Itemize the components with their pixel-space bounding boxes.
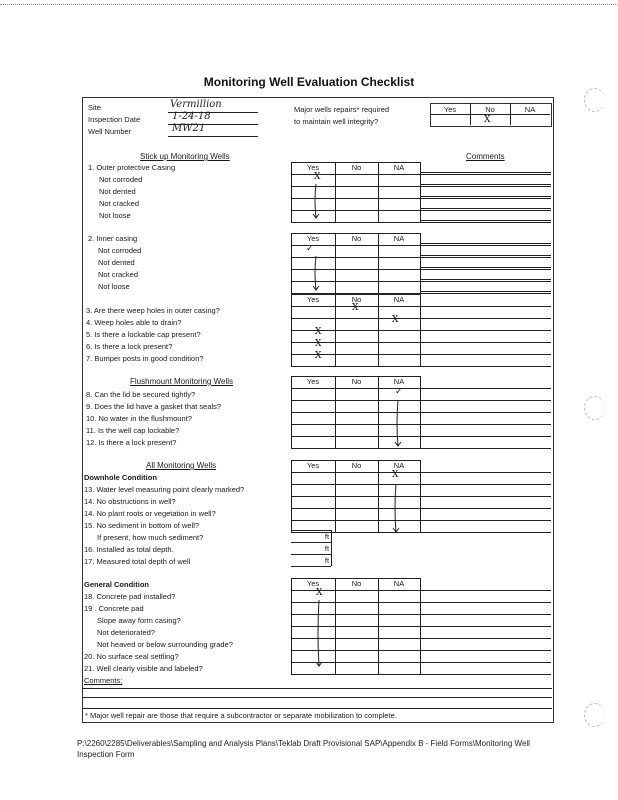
all-grid-na-header: NA <box>393 461 405 470</box>
flush-grid-row-line <box>291 412 551 413</box>
all-grid-no-header: No <box>351 461 362 470</box>
flush-grid-na-header: NA <box>393 377 405 386</box>
general-grid-row-line <box>291 662 551 663</box>
comment-line <box>420 279 551 280</box>
q7-label: 7. Bumper posts in good condition? <box>86 354 204 363</box>
q9-label: 9. Does the lid have a gasket that seals? <box>86 402 222 411</box>
outer-grid-col-line <box>335 162 336 222</box>
outer-item-4: Not loose <box>99 211 131 220</box>
outer-grid-top <box>291 162 420 163</box>
q14-label: 14. No obstructions in well? <box>84 497 176 506</box>
q12-label: 12. Is there a lock present? <box>86 438 177 447</box>
flush-grid-col-line <box>420 376 421 448</box>
q15-ft-unit: ft <box>324 532 330 541</box>
q3-no-mark: X <box>352 303 359 313</box>
outer-casing-label: 1. Outer protective Casing <box>88 163 176 172</box>
outer-grid-row-line <box>291 186 551 187</box>
q15-label: 15. No sediment in bottom of well? <box>84 521 200 530</box>
inner-item-3: Not cracked <box>98 270 139 279</box>
inner-item-2: Not dented <box>98 258 135 267</box>
all-grid-row-line <box>291 472 551 473</box>
scan-top-dots <box>0 4 618 6</box>
flush-grid-col-line <box>291 376 292 448</box>
page-title: Monitoring Well Evaluation Checklist <box>203 75 415 89</box>
general-grid-row-line <box>291 626 551 627</box>
outer-grid-no-header: No <box>351 163 362 172</box>
all-grid-row-line <box>291 508 551 509</box>
q3-q7-grid-yes-header: Yes <box>306 295 320 304</box>
site-label: Site <box>88 103 101 112</box>
repairs-question-line2: to maintain well integrity? <box>294 117 379 126</box>
all-na-arrow <box>391 484 401 538</box>
comments-label: Comments: <box>84 676 123 685</box>
q4-label: 4. Weep holes able to drain? <box>86 318 182 327</box>
all-wells-heading: All Monitoring Wells <box>146 461 217 470</box>
inner-grid-col-line <box>291 233 292 293</box>
comment-line <box>420 267 551 268</box>
comment-line <box>420 184 551 185</box>
outer-grid-col-line <box>378 162 379 222</box>
ft-box-line <box>291 554 331 555</box>
flush-grid-row-line <box>291 448 551 449</box>
inner-grid-row-line <box>291 269 551 270</box>
repairs-na-header: NA <box>524 105 536 114</box>
comment-line <box>420 208 551 209</box>
q11-label: 11. Is the well cap lockable? <box>86 426 180 435</box>
q10-label: 10. No water in the flushmount? <box>86 414 192 423</box>
outer-grid-row-line <box>291 222 551 223</box>
all-grid-yes-header: Yes <box>306 461 320 470</box>
q7-yes-mark: X <box>315 351 322 361</box>
q17-ft-unit: ft <box>324 556 330 565</box>
q13-na-mark: X <box>392 470 399 480</box>
inner-grid-top <box>291 233 420 234</box>
comment-line <box>420 243 551 244</box>
outer-item-3: Not cracked <box>99 199 140 208</box>
well-number-value: MW21 <box>172 123 206 134</box>
inner-grid-yes-header: Yes <box>306 234 320 243</box>
comment-line <box>420 255 551 256</box>
file-path: P:\2260\2285\Deliverables\Sampling and Analysis Plans\Teklab Draft Provisional SAP\Appendix B - Field Forms\Monitoring Well Inspection Form <box>77 739 530 759</box>
q14b-label: 14. No plant roots or vegetation in well? <box>84 509 216 518</box>
outer-grid-na-header: NA <box>393 163 405 172</box>
general-grid-row-line <box>291 638 551 639</box>
q5-yes-mark: X <box>315 327 322 337</box>
general-grid-col-line <box>420 578 421 674</box>
flush-grid-top <box>291 376 420 377</box>
flush-grid-col-line <box>335 376 336 448</box>
q15-sediment-label: If present, how much sediment? <box>97 533 204 542</box>
inner-grid-na-header: NA <box>393 234 405 243</box>
q21-label: 21. Well clearly visible and labeled? <box>84 664 203 673</box>
outer-grid-row-line <box>291 198 551 199</box>
well-number-label: Well Number <box>88 127 132 136</box>
flush-grid-col-line <box>378 376 379 448</box>
date-label: Inspection Date <box>88 115 141 124</box>
footnote: * Major well repair are those that require a subcontractor or separate mobilization to complete. <box>85 711 397 720</box>
binder-hole-3 <box>584 703 605 727</box>
inner-yes-arrow <box>311 256 321 296</box>
general-grid-na-header: NA <box>393 579 405 588</box>
comment-line <box>420 291 551 292</box>
flush-grid-row-line <box>291 400 551 401</box>
q19-label: 19 . Concrete pad <box>84 604 144 613</box>
outer-grid-col-line <box>291 162 292 222</box>
all-grid-col-line <box>378 460 379 532</box>
flush-grid-no-header: No <box>351 377 362 386</box>
inner-yes-mark: ✓ <box>306 244 314 254</box>
flushmount-heading: Flushmount Monitoring Wells <box>130 377 234 386</box>
downhole-subheading: Downhole Condition <box>84 473 157 482</box>
repairs-no-header: No <box>485 105 495 114</box>
outer-yes-mark: X <box>314 172 321 182</box>
outer-item-2: Not dented <box>99 187 136 196</box>
all-grid-top <box>291 460 420 461</box>
q3-q7-grid-row-line <box>291 306 551 307</box>
q19c-label: Not heaved or below surrounding grade? <box>97 640 233 649</box>
q13-label: 13. Water level measuring point clearly marked? <box>84 485 245 494</box>
comment-line <box>420 172 551 173</box>
inner-grid-col-line <box>378 233 379 293</box>
inner-grid-no-header: No <box>351 234 362 243</box>
q3-q7-grid-top <box>291 294 420 295</box>
outer-item-1: Not corroded <box>99 175 143 184</box>
q19a-label: Slope away form casing? <box>97 616 181 625</box>
general-grid-row-line <box>291 602 551 603</box>
all-grid-col-line <box>420 460 421 532</box>
general-grid-row-line <box>291 614 551 615</box>
all-grid-row-line <box>291 484 551 485</box>
repairs-no-mark: X <box>484 115 491 125</box>
q6-yes-mark: X <box>315 339 322 349</box>
flush-na-arrow <box>393 400 403 452</box>
q20-label: 20. No surface seal settling? <box>84 652 179 661</box>
flush-grid-row-line <box>291 424 551 425</box>
flush-grid-row-line <box>291 388 551 389</box>
general-grid-top <box>291 578 420 579</box>
all-grid-col-line <box>291 460 292 532</box>
q18-yes-mark: X <box>316 588 323 598</box>
q8-label: 8. Can the lid be secured tightly? <box>86 390 196 399</box>
outer-grid-yes-header: Yes <box>306 163 320 172</box>
outer-yes-arrow <box>311 184 321 224</box>
all-grid-col-line <box>335 460 336 532</box>
general-grid-col-line <box>378 578 379 674</box>
inner-item-1: Not corroded <box>98 246 142 255</box>
general-grid-row-line <box>291 650 551 651</box>
q3-q7-grid-row-line <box>291 318 551 319</box>
general-grid-no-header: No <box>351 579 362 588</box>
q4-na-mark: X <box>392 315 399 325</box>
q3-q7-grid-row-line <box>291 366 551 367</box>
comments-heading: Comments <box>466 152 505 161</box>
general-grid-row-line <box>291 590 551 591</box>
q3-label: 3. Are there weep holes in outer casing? <box>86 306 220 315</box>
q3-q7-grid-row-line <box>291 354 551 355</box>
all-grid-row-line <box>291 496 551 497</box>
date-value: 1-24-18 <box>172 111 211 122</box>
inner-grid-row-line <box>291 257 551 258</box>
q16-label: 16. Installed as total depth. <box>84 545 174 554</box>
outer-grid-row-line <box>291 210 551 211</box>
general-grid-col-line <box>335 578 336 674</box>
site-value: Vermillion <box>170 99 222 110</box>
stickup-heading: Stick up Monitoring Wells <box>140 152 230 161</box>
inner-grid-col-line <box>335 233 336 293</box>
q8-na-mark: ✓ <box>395 387 403 397</box>
q3-q7-grid-row-line <box>291 330 551 331</box>
q3-q7-grid-no-header: No <box>351 295 362 304</box>
all-grid-row-line <box>291 520 551 521</box>
q3-q7-grid-col-line <box>378 294 379 366</box>
q3-q7-grid-na-header: NA <box>393 295 405 304</box>
inner-grid-row-line <box>291 245 551 246</box>
outer-grid-col-line <box>420 162 421 222</box>
general-grid-row-line <box>291 674 551 675</box>
inner-item-4: Not loose <box>98 282 130 291</box>
q17-label: 17. Measured total depth of well <box>84 557 191 566</box>
binder-hole-1 <box>584 88 605 112</box>
repairs-question-line1: Major wells repairs* required <box>294 105 390 114</box>
comment-line <box>420 196 551 197</box>
q19b-label: Not deteriorated? <box>97 628 155 637</box>
inner-casing-label: 2. Inner casing <box>88 234 138 243</box>
inner-grid-row-line <box>291 281 551 282</box>
q3-q7-grid-col-line <box>420 294 421 366</box>
q6-label: 6. Is there a lock present? <box>86 342 173 351</box>
q16-ft-unit: ft <box>324 544 330 553</box>
general-yes-arrow <box>314 600 324 672</box>
comment-line <box>420 220 551 221</box>
general-heading: General Condition <box>84 580 150 589</box>
ft-box-line <box>291 566 331 567</box>
q3-q7-grid-row-line <box>291 342 551 343</box>
ft-box-line <box>291 542 331 543</box>
q5-label: 5. Is there a lockable cap present? <box>86 330 201 339</box>
q3-q7-grid-col-line <box>291 294 292 366</box>
repairs-yes-header: Yes <box>443 105 457 114</box>
binder-hole-2 <box>584 396 605 420</box>
ft-box-line <box>291 530 331 531</box>
general-grid-yes-header: Yes <box>306 579 320 588</box>
general-grid-col-line <box>291 578 292 674</box>
q3-q7-grid-col-line <box>335 294 336 366</box>
flush-grid-yes-header: Yes <box>306 377 320 386</box>
q18-label: 18. Concrete pad installed? <box>84 592 176 601</box>
flush-grid-row-line <box>291 436 551 437</box>
inner-grid-col-line <box>420 233 421 293</box>
outer-grid-row-line <box>291 174 551 175</box>
